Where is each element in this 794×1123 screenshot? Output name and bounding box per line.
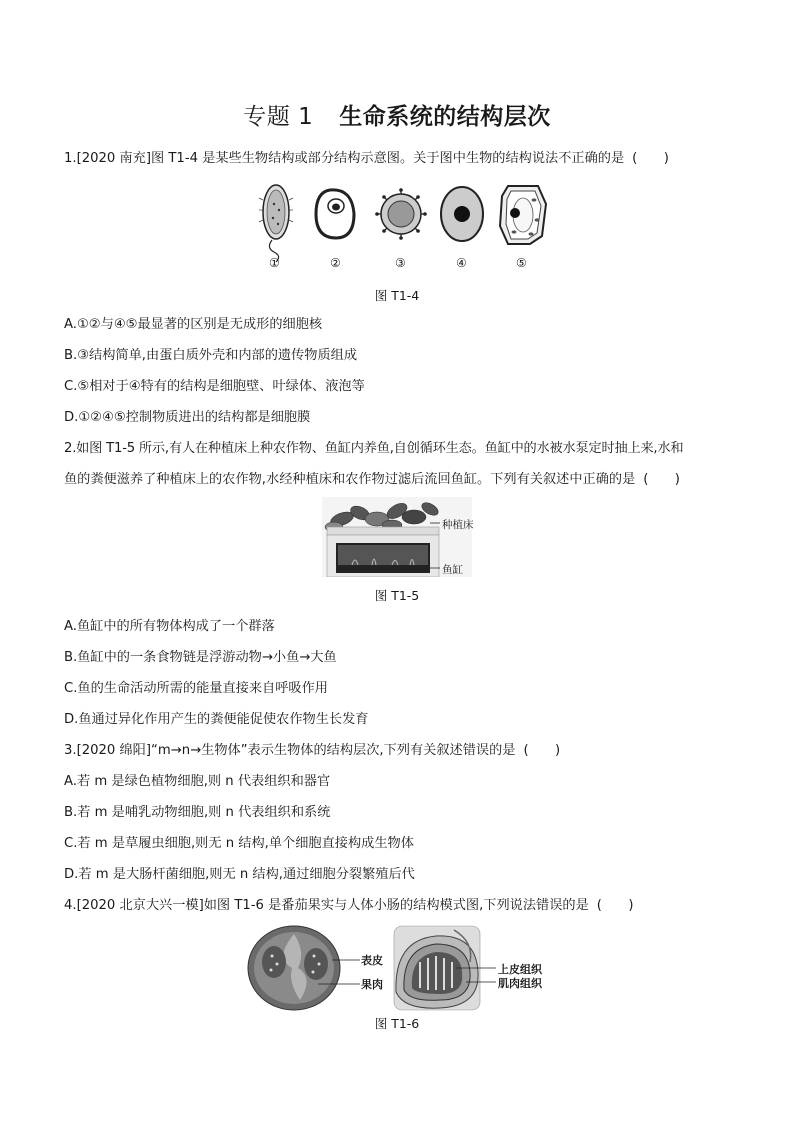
bacterium-figure bbox=[259, 185, 293, 262]
q2-paren: ( ) bbox=[643, 472, 680, 487]
q1-option-c: C.⑤相对于④特有的结构是细胞壁、叶绿体、液泡等 bbox=[64, 379, 365, 394]
label-muscle-tissue: 肌肉组织 bbox=[498, 977, 542, 990]
tomato-cross-section bbox=[248, 926, 340, 1010]
figure-t1-5-caption: 图 T1-5 bbox=[374, 588, 420, 603]
q3-option-b: B.若 m 是哺乳动物细胞,则 n 代表组织和系统 bbox=[64, 805, 331, 820]
figure-label-1: ① bbox=[269, 256, 280, 270]
q3-paren: ( ) bbox=[523, 743, 561, 758]
q3-stem-text: 3.[2020 绵阳]“m→n→生物体”表示生物体的结构层次,下列有关叙述错误的是 bbox=[64, 743, 516, 758]
label-epithelial-tissue: 上皮组织 bbox=[498, 963, 542, 976]
q2-stem-line2-text: 鱼的粪便滋养了种植床上的农作物,水经种植床和农作物过滤后流回鱼缸。下列有关叙述中正确的是 bbox=[64, 472, 636, 487]
q2-option-a: A.鱼缸中的所有物体构成了一个群落 bbox=[64, 619, 275, 634]
q2-option-c: C.鱼的生命活动所需的能量直接来自呼吸作用 bbox=[64, 681, 328, 696]
title-number: 专题 1 bbox=[243, 104, 314, 130]
q4-stem bbox=[64, 895, 734, 917]
q4-paren: ( ) bbox=[596, 898, 634, 913]
q1-stem bbox=[64, 148, 734, 170]
q3-option-c: C.若 m 是草履虫细胞,则无 n 结构,单个细胞直接构成生物体 bbox=[64, 836, 414, 851]
yeast-figure bbox=[316, 190, 354, 238]
q2-stem-line1: 2.如图 T1-5 所示,有人在种植床上种农作物、鱼缸内养鱼,自创循环生态。鱼缸中的水被水泵定时抽上来,水和 bbox=[64, 441, 684, 456]
figure-t1-6-caption: 图 T1-6 bbox=[374, 1016, 420, 1031]
q3-stem bbox=[64, 740, 734, 762]
label-fish-tank: 鱼缸 bbox=[442, 564, 463, 576]
q1-paren: ( ) bbox=[632, 151, 669, 166]
label-epidermis: 表皮 bbox=[361, 954, 383, 967]
figure-label-5: ⑤ bbox=[516, 256, 527, 270]
q3-option-d: D.若 m 是大肠杆菌细胞,则无 n 结构,通过细胞分裂繁殖后代 bbox=[64, 867, 415, 882]
figure-t1-4-caption: 图 T1-4 bbox=[374, 288, 420, 303]
virus-figure bbox=[375, 188, 427, 240]
q1-option-a: A.①②与④⑤最显著的区别是无成形的细胞核 bbox=[64, 317, 323, 332]
figure-label-4: ④ bbox=[456, 256, 467, 270]
q1-option-d: D.①②④⑤控制物质进出的结构都是细胞膜 bbox=[64, 410, 311, 425]
figure-label-2: ② bbox=[330, 256, 341, 270]
q2-option-b: B.鱼缸中的一条食物链是浮游动物→小鱼→大鱼 bbox=[64, 650, 337, 665]
q2-option-d: D.鱼通过异化作用产生的粪便能促使农作物生长发育 bbox=[64, 712, 369, 727]
title-text: 生命系统的结构层次 bbox=[339, 104, 551, 130]
label-pulp: 果肉 bbox=[361, 978, 383, 991]
q1-option-b: B.③结构简单,由蛋白质外壳和内部的遗传物质组成 bbox=[64, 348, 358, 363]
figure-label-3: ③ bbox=[395, 256, 406, 270]
q3-option-a: A.若 m 是绿色植物细胞,则 n 代表组织和器官 bbox=[64, 774, 331, 789]
q4-stem-text: 4.[2020 北京大兴一模]如图 T1-6 是番茄果实与人体小肠的结构模式图,下列说法错误的是 bbox=[64, 898, 589, 913]
q1-stem-text: 1.[2020 南充]图 T1-4 是某些生物结构或部分结构示意图。关于图中生物的结构说法不正确的是 bbox=[64, 151, 625, 166]
animal-cell-figure bbox=[441, 187, 483, 241]
figure-t1-4-labels bbox=[250, 256, 550, 274]
plant-cell-figure bbox=[500, 186, 546, 244]
q2-stem-line2 bbox=[64, 469, 734, 491]
page-title bbox=[0, 98, 794, 131]
label-planting-bed: 种植床 bbox=[442, 519, 474, 531]
